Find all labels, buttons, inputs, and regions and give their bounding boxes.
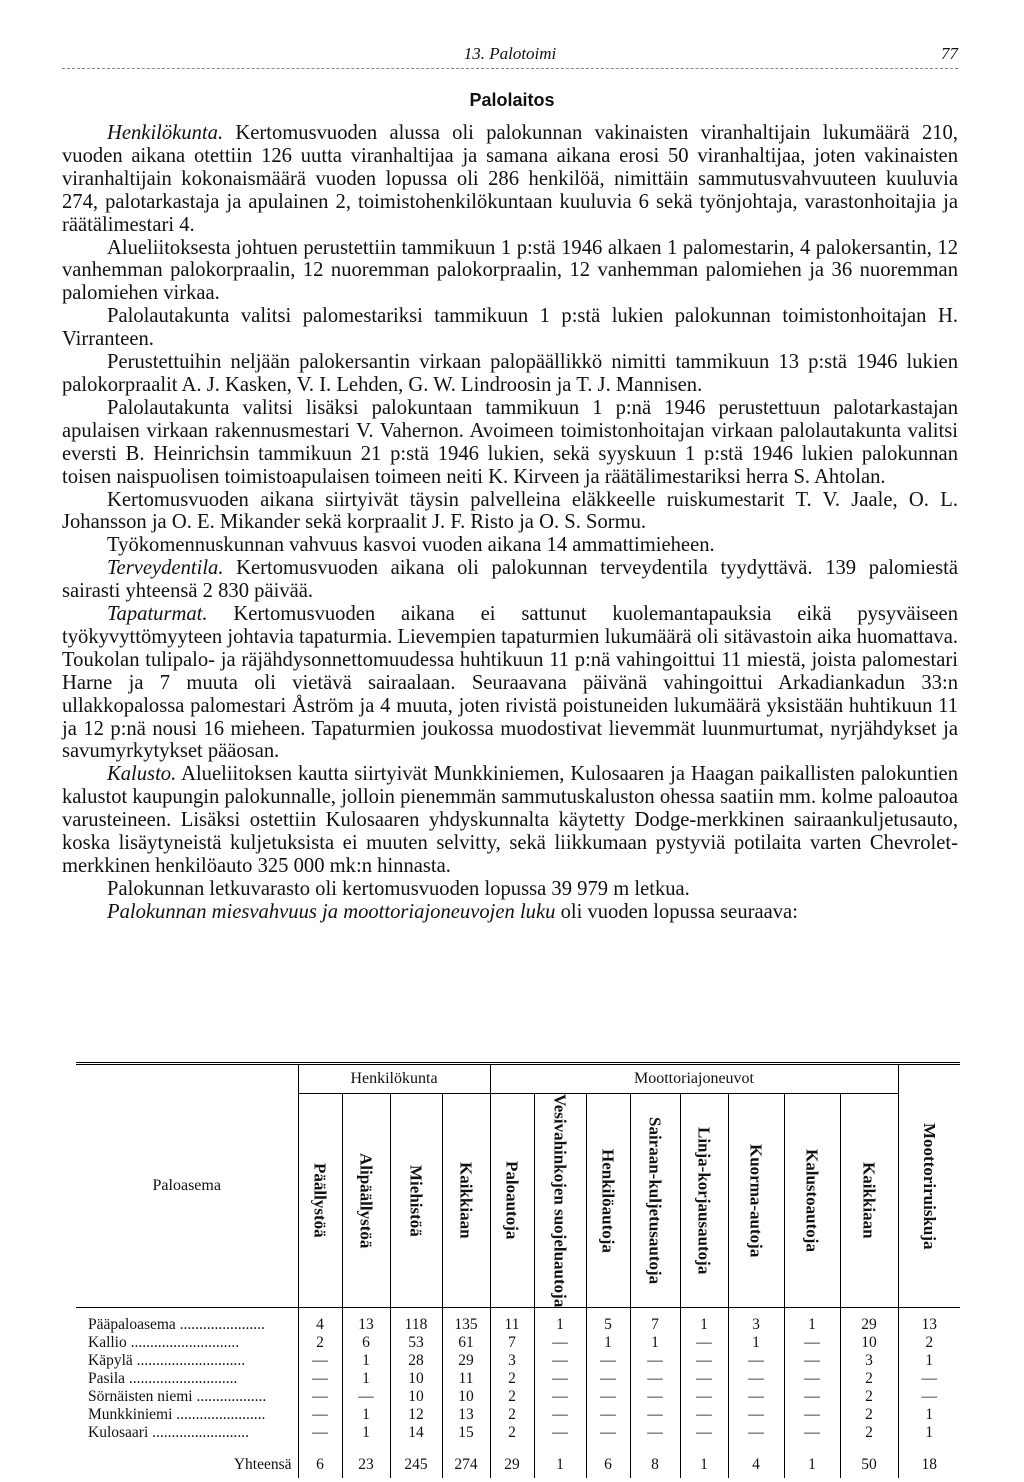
paragraph-lead: Kalusto. (107, 763, 177, 786)
table-row (76, 1370, 960, 1388)
table-cell: — (586, 1388, 630, 1406)
paragraph-lead: Palokunnan miesvahvuus ja moottoriajoneuvojen luku (107, 900, 556, 923)
table-cell: 50 (840, 1442, 898, 1478)
column-header: Sairaan-kuljetusautoja (630, 1094, 680, 1308)
table-cell: 1 (728, 1334, 784, 1352)
table-cell: 6 (298, 1442, 342, 1478)
column-header: Kalustoautoja (784, 1094, 840, 1308)
table-cell: — (784, 1424, 840, 1442)
table-cell: — (298, 1406, 342, 1424)
table-row (76, 1424, 960, 1442)
table-cell: 3 (840, 1352, 898, 1370)
paragraph (62, 763, 958, 878)
running-title: 13. Palotoimi (463, 44, 557, 63)
table-cell: 3 (490, 1352, 534, 1370)
table-cell: 1 (534, 1308, 586, 1335)
paragraph-text: Palolautakunta valitsi lisäksi palokuntaan tammikuun 1 p:nä 1946 perustettuun palotarkastajan apulaisen virkaan rakennusmestari V. Vahernon. Avoimeen toimistonhoitajan virkaan palolautakunta valitsi eversti B. Heinrichsin tammikuun 21 p:stä 1946 lukien, sekä syyskuun 1 p:stä 1946 lukien palokunnan toisen naispuolisen toimistoapulaisen toimeen neiti K. Kirveen ja räätälimestariksi herra S. Ahtolan. (62, 396, 958, 488)
table-cell: 1 (342, 1424, 390, 1442)
paragraph (62, 351, 958, 397)
table-cell: — (784, 1406, 840, 1424)
table-cell: 1 (784, 1308, 840, 1335)
table-cell: — (784, 1334, 840, 1352)
table-cell: — (728, 1424, 784, 1442)
paragraph (62, 397, 958, 489)
table-cell: 1 (342, 1352, 390, 1370)
column-header: Kuorma-autoja (728, 1094, 784, 1308)
paragraph-text: Kertomusvuoden aikana siirtyivät täysin palvelleina eläkkeelle ruiskumestarit T. V. Jaale, O. L. Johansson ja O. E. Mikander sekä korpraalit J. F. Risto ja O. S. Sormu. (62, 488, 958, 534)
table-cell: — (680, 1334, 728, 1352)
table-cell: 2 (898, 1334, 960, 1352)
table-cell: — (586, 1424, 630, 1442)
table-cell: 1 (342, 1406, 390, 1424)
table-cell: — (298, 1352, 342, 1370)
table-cell: — (630, 1352, 680, 1370)
table-cell: 1 (630, 1334, 680, 1352)
table-cell: 29 (840, 1308, 898, 1335)
paragraph-text: Perustettuihin neljään palokersantin virkaan palopäällikkö nimitti tammikuun 13 p:stä 1946 lukien palokorpraalit A. J. Kasken, V. I. Lehden, G. W. Lindroosin ja T. J. Mannisen. (62, 351, 958, 396)
table-cell: 118 (390, 1308, 442, 1335)
table-cell: 10 (390, 1388, 442, 1406)
column-header: Kaikkiaan (442, 1094, 490, 1308)
paragraph (62, 489, 958, 535)
paragraph-text: Alueliitoksen kautta siirtyivät Munkkiniemen, Kulosaaren ja Haagan paikallisten palokuntien kalustot kaupungin palokunnalle, jolloin pienemmän sammutuskaluston ohessa saatiin mm. kolme paloautoa varusteineen. Lisäksi ostettiin Kulosaaren yhdyskunnalta käytetty Dodge-merkkinen sairaankuljetusauto, koska lisäytyneistä kuljetuksista ei muuten selvitty, sekä liikkumaan pystyviä potilaita varten Chevrolet-merkkinen henkilöauto 325 000 mk:n hinnasta. (62, 763, 958, 877)
table-row (76, 1308, 960, 1335)
table-cell: 53 (390, 1334, 442, 1352)
paragraph (62, 603, 958, 763)
table-cell: 1 (898, 1424, 960, 1442)
table-cell: 14 (390, 1424, 442, 1442)
table-cell: 2 (840, 1424, 898, 1442)
table-cell: 6 (586, 1442, 630, 1478)
table-cell: 29 (490, 1442, 534, 1478)
paragraph-text: oli vuoden lopussa seuraava: (555, 900, 798, 923)
table-cell: 245 (390, 1442, 442, 1478)
table-body (76, 1308, 960, 1479)
station-name: Kulosaari ......................... (88, 1424, 250, 1442)
column-header: Alipäällystöä (342, 1094, 390, 1308)
table-cell: 13 (442, 1406, 490, 1424)
table-cell: — (680, 1424, 728, 1442)
table-cell: 10 (390, 1370, 442, 1388)
table-cell: — (630, 1424, 680, 1442)
page-number: 77 (941, 44, 958, 63)
paragraph-text: Palolautakunta valitsi palomestariksi tammikuun 1 p:stä lukien palokunnan toimistonhoitajan H. Virranteen. (62, 305, 958, 351)
vehicles-group-header: Moottoriajoneuvot (490, 1064, 898, 1094)
table-cell: 2 (840, 1406, 898, 1424)
paragraph-lead: Terveydentila. (107, 557, 224, 580)
table-cell: — (534, 1406, 586, 1424)
table-cell: — (586, 1370, 630, 1388)
table-cell: — (534, 1370, 586, 1388)
column-header: Moottoriruiskuja (898, 1064, 960, 1308)
paragraph (62, 122, 958, 237)
table-cell: — (534, 1388, 586, 1406)
paragraph-text: Kertomusvuoden aikana ei sattunut kuolemantapauksia eikä pysyväiseen työkyvyttömyyteen johtavia tapaturmia. Lievempien tapaturmien lukumäärä oli sitävastoin aika huomattava. Toukolan tulipalo- ja räjähdysonnettomuudessa huhtikuun 11 p:nä vahingoittui 11 miestä, joista palomestari Harne ja 7 muuta oli vietävä sairaalaan. Seuraavana päivänä vahingoittui Arkadiankadun 33:n ullakkopalossa palomestari Åström ja 4 muuta, joten rivistä poistuneiden lukumäärä yksistään huhtikuun 11 ja 12 p:nä nousi 16 mieheen. Tapaturmien joukossa muodostivat lievemmät luunmurtumat, nyrjähdykset ja savumyrkytykset pääosan. (62, 603, 958, 763)
table-cell: 7 (630, 1308, 680, 1335)
station-name: Munkkiniemi ....................... (88, 1406, 266, 1424)
table-cell: — (534, 1334, 586, 1352)
station-name: Pasila ............................ (88, 1370, 238, 1388)
paragraph-text: Palokunnan letkuvarasto oli kertomusvuoden lopussa 39 979 m letkua. (107, 877, 690, 900)
table-cell: 1 (586, 1334, 630, 1352)
table-cell: — (630, 1406, 680, 1424)
table-cell: 11 (442, 1370, 490, 1388)
table-cell: — (534, 1352, 586, 1370)
paragraph (62, 878, 958, 901)
total-row (76, 1442, 960, 1478)
table-cell: — (784, 1352, 840, 1370)
column-header: Linja-korjausautoja (680, 1094, 728, 1308)
table-cell: — (586, 1406, 630, 1424)
table-cell: — (728, 1388, 784, 1406)
column-header: Vesivahinkojen suojeluautoja (534, 1094, 586, 1308)
table-cell: 2 (490, 1388, 534, 1406)
station-column-header: Paloasema (76, 1064, 298, 1308)
table-cell: 28 (390, 1352, 442, 1370)
table-cell: — (298, 1424, 342, 1442)
table-cell: 1 (898, 1352, 960, 1370)
table-cell: 5 (586, 1308, 630, 1335)
paragraph-text: Kertomusvuoden alussa oli palokunnan vakinaisten viranhaltijain lukumäärä 210, vuoden aikana otettiin 126 uutta viranhaltijaa ja samana aikana erosi 50 viranhaltijaa, joten vakinaisten viranhaltijain kokonaismäärä vuoden lopussa oli 286 henkilöä, nimittäin sammutusvahvuuteen kuuluvia 274, palotarkastaja ja apulainen 2, toimistohenkilökuntaan kuuluvia 6 sekä työnjohtaja, varastonhoitajia ja räätälimestari 4. (62, 122, 958, 236)
table-cell: 13 (898, 1308, 960, 1335)
personnel-group-header: Henkilökunta (298, 1064, 490, 1094)
station-name: Sörnäisten niemi .................. (88, 1388, 267, 1406)
table-cell: 10 (840, 1334, 898, 1352)
body-text (62, 122, 958, 924)
table-cell: 7 (490, 1334, 534, 1352)
station-name: Kallio ............................ (88, 1334, 240, 1352)
paragraph-text: Kertomusvuoden aikana oli palokunnan terveydentila tyydyttävä. 139 palomiestä sairasti yhteensä 2 830 päivää. (62, 557, 958, 603)
paragraph (62, 901, 958, 924)
table-cell: — (728, 1352, 784, 1370)
table-cell: 23 (342, 1442, 390, 1478)
table-cell: — (728, 1370, 784, 1388)
table-cell: — (680, 1352, 728, 1370)
table-row (76, 1388, 960, 1406)
table-cell: 61 (442, 1334, 490, 1352)
table-cell: — (630, 1388, 680, 1406)
table-cell: — (898, 1370, 960, 1388)
table-cell: — (586, 1352, 630, 1370)
station-name: Yhteensä (233, 1456, 292, 1474)
table-row (76, 1352, 960, 1370)
paragraph-text: Työkomennuskunnan vahvuus kasvoi vuoden aikana 14 ammattimieheen. (107, 534, 715, 557)
table-cell: — (680, 1406, 728, 1424)
table-row (76, 1406, 960, 1424)
table-cell: 29 (442, 1352, 490, 1370)
table-cell: — (784, 1370, 840, 1388)
section-title: Palolaitos (469, 90, 555, 110)
station-name: Käpylä ............................ (88, 1352, 246, 1370)
table-cell: 135 (442, 1308, 490, 1335)
paragraph-lead: Tapaturmat. (107, 603, 208, 626)
table-cell: 13 (342, 1308, 390, 1335)
table-cell: 1 (784, 1442, 840, 1478)
column-header: Kaikkiaan (840, 1094, 898, 1308)
table-cell: 10 (442, 1388, 490, 1406)
table-cell: 1 (534, 1442, 586, 1478)
paragraph (62, 557, 958, 603)
table-cell: 274 (442, 1442, 490, 1478)
column-header: Miehistöä (390, 1094, 442, 1308)
paragraph (62, 237, 958, 306)
table-cell: 18 (898, 1442, 960, 1478)
table-cell: — (298, 1370, 342, 1388)
table-cell: 2 (490, 1370, 534, 1388)
station-name: Pääpaloasema ...................... (88, 1316, 265, 1334)
table-cell: 8 (630, 1442, 680, 1478)
column-header: Henkilöautoja (586, 1094, 630, 1308)
paragraph-text: Alueliitoksesta johtuen perustettiin tammikuun 1 p:stä 1946 alkaen 1 palomestarin, 4 palokersantin, 12 vanhemman palokorpraalin, 12 nuoremman palokorpraalin, 12 vanhemman palomiehen ja 36 nuoremman palomiehen virkaa. (62, 236, 958, 305)
running-header (62, 42, 958, 69)
table-cell: — (898, 1388, 960, 1406)
table-cell: 1 (342, 1370, 390, 1388)
table-cell: 4 (728, 1442, 784, 1478)
table-cell: 4 (298, 1308, 342, 1335)
table-cell: — (534, 1424, 586, 1442)
paragraph-lead: Henkilökunta. (107, 122, 224, 144)
personnel-vehicles-table (76, 1062, 960, 1478)
table-cell: — (630, 1370, 680, 1388)
table-cell: 2 (840, 1370, 898, 1388)
table-cell: — (680, 1370, 728, 1388)
table-cell: 15 (442, 1424, 490, 1442)
paragraph (62, 305, 958, 351)
table-cell: 6 (342, 1334, 390, 1352)
table-cell: 2 (490, 1406, 534, 1424)
table-cell: 2 (490, 1424, 534, 1442)
table-cell: — (342, 1388, 390, 1406)
table-cell: — (680, 1388, 728, 1406)
table-cell: 2 (298, 1334, 342, 1352)
table-row (76, 1334, 960, 1352)
table-cell: 11 (490, 1308, 534, 1335)
table-cell: — (728, 1406, 784, 1424)
paragraph (62, 534, 958, 557)
column-header: Päällystöä (298, 1094, 342, 1308)
column-header: Paloautoja (490, 1094, 534, 1308)
table-cell: — (784, 1388, 840, 1406)
table-cell: 1 (680, 1308, 728, 1335)
table-cell: — (298, 1388, 342, 1406)
table-cell: 2 (840, 1388, 898, 1406)
table-cell: 12 (390, 1406, 442, 1424)
table-cell: 1 (898, 1406, 960, 1424)
table-cell: 3 (728, 1308, 784, 1335)
table-cell: 1 (680, 1442, 728, 1478)
